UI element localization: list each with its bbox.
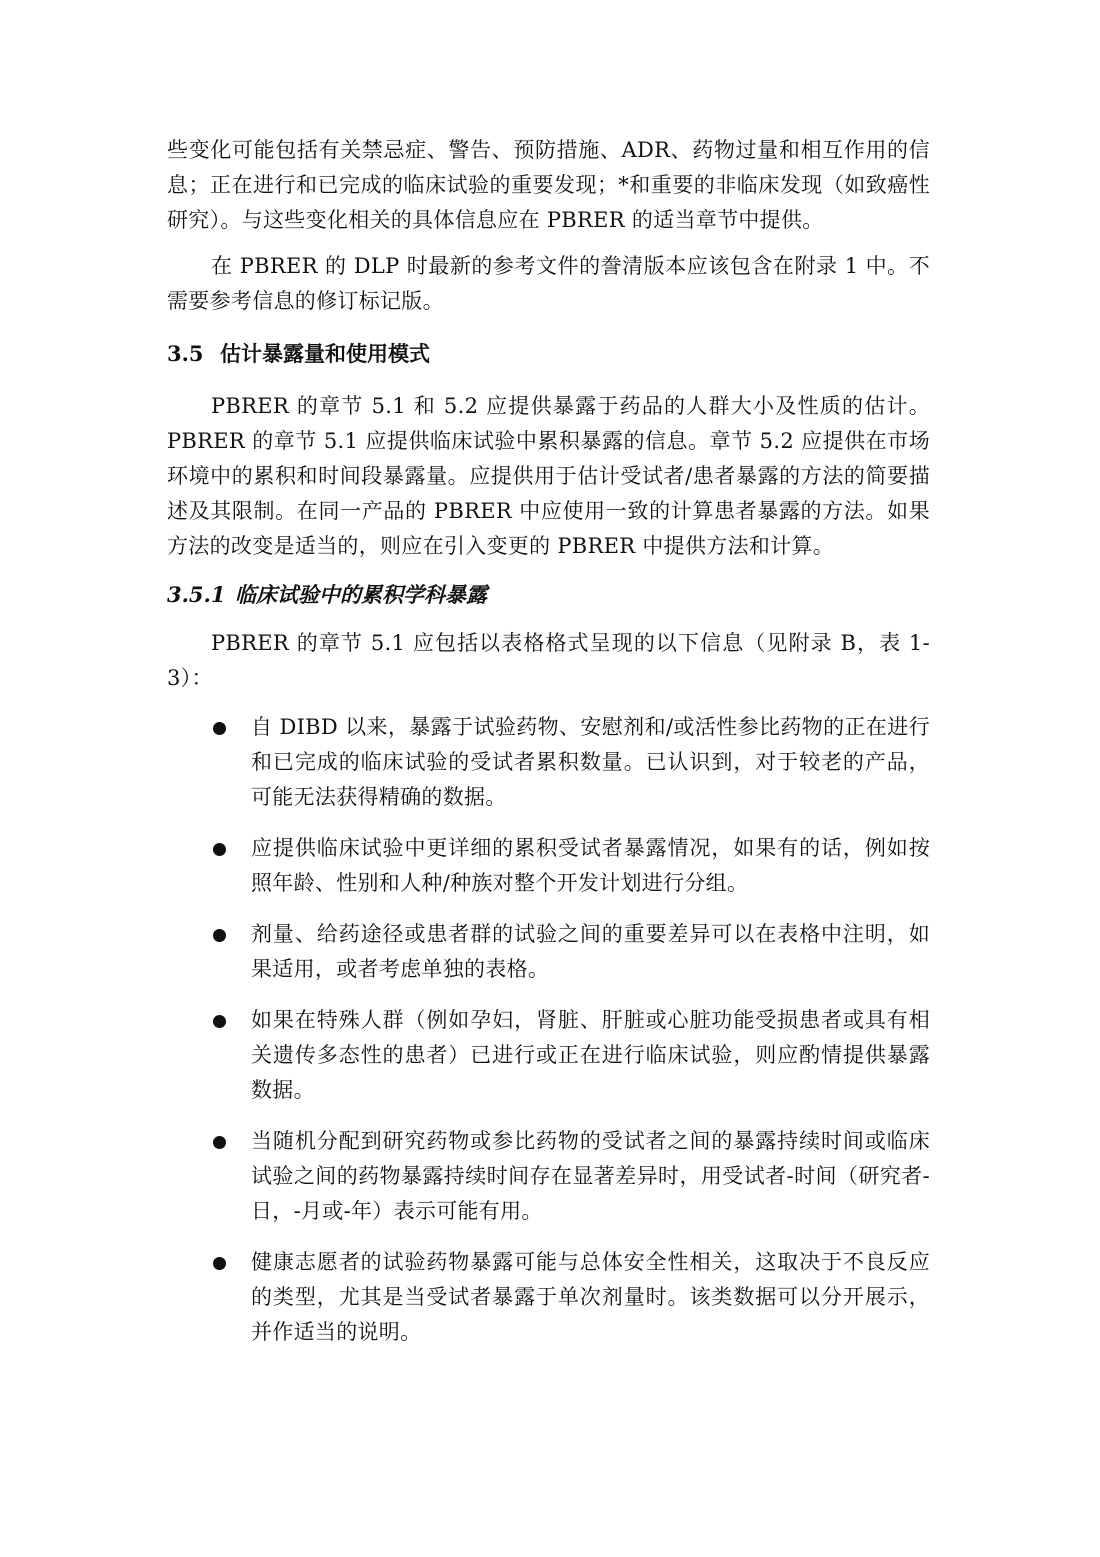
subsection-heading bbox=[167, 580, 930, 610]
list-item bbox=[167, 917, 930, 987]
paragraph-continuation: 些变化可能包括有关禁忌症、警告、预防措施、ADR、药物过量和相互作用的信息；正在进行和已完成的临床试验的重要发现；*和重要的非临床发现（如致癌性研究）。与这些变化相关的具体信息应在 PBRER 的适当章节中提供。 bbox=[167, 138, 930, 232]
list-item-text: 当随机分配到研究药物或参比药物的受试者之间的暴露持续时间或临床试验之间的药物暴露持续时间存在显著差异时，用受试者-时间（研究者-日，-月或-年）表示可能有用。 bbox=[251, 1129, 930, 1223]
paragraph-table-intro: PBRER 的章节 5.1 应包括以表格格式呈现的以下信息（见附录 B，表 1-3）： bbox=[167, 631, 930, 690]
bullet-dot-icon bbox=[213, 843, 226, 856]
list-item bbox=[167, 831, 930, 901]
section-heading bbox=[167, 339, 930, 369]
bullet-dot-icon bbox=[213, 1015, 226, 1028]
list-item bbox=[167, 1124, 930, 1229]
bullet-dot-icon bbox=[213, 1257, 226, 1270]
list-item bbox=[167, 1245, 930, 1350]
subsection-title: 临床试验中的累积学科暴露 bbox=[235, 582, 487, 607]
bullet-dot-icon bbox=[213, 1136, 226, 1149]
list-item-text: 剂量、给药途径或患者群的试验之间的重要差异可以在表格中注明，如果适用，或者考虑单独的表格。 bbox=[251, 922, 930, 981]
bullet-dot-icon bbox=[213, 722, 226, 735]
paragraph-exposure-estimate: PBRER 的章节 5.1 和 5.2 应提供暴露于药品的人群大小及性质的估计。PBRER 的章节 5.1 应提供临床试验中累积暴露的信息。章节 5.2 应提供在市场环境中的累积和时间段暴露量。应提供用于估计受试者/患者暴露的方法的简要描述及其限制。在同一产品的 PBRER 中应使用一致的计算患者暴露的方法。如果方法的改变是适当的，则应在引入变更的 PBRER 中提供方法和计算。 bbox=[167, 394, 930, 558]
paragraph-reference-doc: 在 PBRER 的 DLP 时最新的参考文件的誊清版本应该包含在附录 1 中。不需要参考信息的修订标记版。 bbox=[167, 254, 930, 313]
list-item bbox=[167, 1003, 930, 1108]
section-title: 估计暴露量和使用模式 bbox=[220, 341, 430, 366]
bullet-dot-icon bbox=[213, 929, 226, 942]
list-item-text: 应提供临床试验中更详细的累积受试者暴露情况，如果有的话，例如按照年龄、性别和人种/种族对整个开发计划进行分组。 bbox=[251, 836, 930, 895]
section-number: 3.5 bbox=[167, 341, 204, 366]
bullet-list bbox=[167, 710, 930, 1350]
list-item bbox=[167, 710, 930, 815]
subsection-number: 3.5.1 bbox=[167, 582, 226, 607]
list-item-text: 自 DIBD 以来，暴露于试验药物、安慰剂和/或活性参比药物的正在进行和已完成的临床试验的受试者累积数量。已认识到，对于较老的产品，可能无法获得精确的数据。 bbox=[251, 715, 930, 809]
list-item-text: 如果在特殊人群（例如孕妇，肾脏、肝脏或心脏功能受损患者或具有相关遗传多态性的患者）已进行或正在进行临床试验，则应酌情提供暴露数据。 bbox=[251, 1008, 930, 1102]
list-item-text: 健康志愿者的试验药物暴露可能与总体安全性相关，这取决于不良反应的类型，尤其是当受试者暴露于单次剂量时。该类数据可以分开展示，并作适当的说明。 bbox=[251, 1250, 930, 1344]
